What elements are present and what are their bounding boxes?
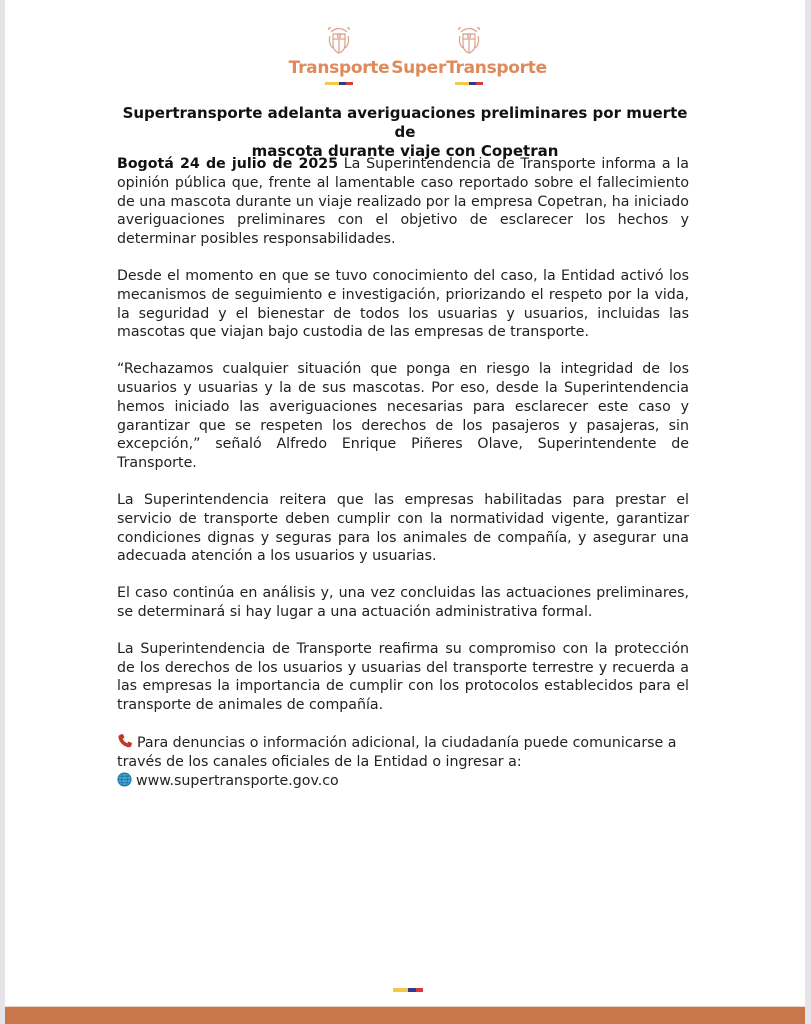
article-body	[117, 155, 689, 790]
paragraph-quote: “Rechazamos cualquier situación que ponga en riesgo la integridad de los usuarios y usuarias y la de sus mascotas. Por eso, desde la Superintendencia hemos iniciado las averiguaciones necesarias para esclarecer este caso y garantizar que se respeten los derechos de los pasajeros y pasajeras, sin excepción,” señaló Alfredo Enrique Piñeres Olave, Superintendente de Transporte.	[117, 361, 689, 472]
website-link[interactable]: www.supertransporte.gov.co	[136, 772, 339, 789]
colombia-crest-icon	[456, 24, 482, 56]
title-line-2: mascota durante viaje con Copetran	[251, 142, 559, 160]
colombia-flag-bar	[325, 82, 353, 85]
paragraph: Desde el momento en que se tuvo conocimiento del caso, la Entidad activó los mecanismos de seguimiento e investigación, priorizando el respeto por la vida, la seguridad y el bienestar de todos los usuarias y usuarios, incluidas las mascotas que viajan bajo custodia de las empresas de transporte.	[117, 267, 689, 341]
supertransporte-logo-text: SuperTransporte	[391, 58, 547, 78]
header-logos	[5, 24, 805, 94]
paragraph: La Superintendencia reitera que las empresas habilitadas para prestar el servicio de transporte deben cumplir con la normatividad vigente, garantizar condiciones dignas y seguras para los animales de compañía, y asegurar una adecuada atención a los usuarios y usuarias.	[117, 491, 689, 565]
colombia-crest-icon	[326, 24, 352, 56]
title-line-1: Supertransporte adelanta averiguaciones preliminares por muerte de	[122, 104, 688, 141]
transporte-logo	[287, 24, 391, 85]
paragraph-intro	[117, 155, 689, 249]
colombia-flag-bar	[455, 82, 483, 85]
contact-info	[117, 733, 689, 790]
paragraph-text: La Superintendencia de Transporte informa a la opinión pública que, frente al lamentable caso reportado sobre el fallecimiento de una mascota durante un viaje realizado por la empresa Copetran, ha iniciado averiguaciones preliminares con el objetivo de esclarecer los hechos y determinar posibles responsabilidades.	[117, 156, 689, 248]
page-title	[115, 104, 695, 161]
transporte-logo-text: Transporte	[288, 58, 390, 78]
press-release-page	[5, 0, 805, 1024]
footer-bar	[5, 1006, 805, 1024]
dateline: Bogotá 24 de julio de 2025	[117, 156, 339, 172]
telephone-receiver-icon	[117, 733, 133, 749]
contact-text: Para denuncias o información adicional, la ciudadanía puede comunicarse a través de los canales oficiales de la Entidad o ingresar a:	[117, 734, 677, 770]
supertransporte-logo	[391, 24, 547, 85]
footer-flag-bar	[393, 988, 423, 992]
paragraph: La Superintendencia de Transporte reafirma su compromiso con la protección de los derechos de los usuarios y usuarias del transporte terrestre y recuerda a las empresas la importancia de cumplir con los protocolos establecidos para el transporte de animales de compañía.	[117, 640, 689, 714]
globe-icon	[117, 772, 132, 787]
paragraph: El caso continúa en análisis y, una vez concluidas las actuaciones preliminares, se determinará si hay lugar a una actuación administrativa formal.	[117, 585, 689, 620]
